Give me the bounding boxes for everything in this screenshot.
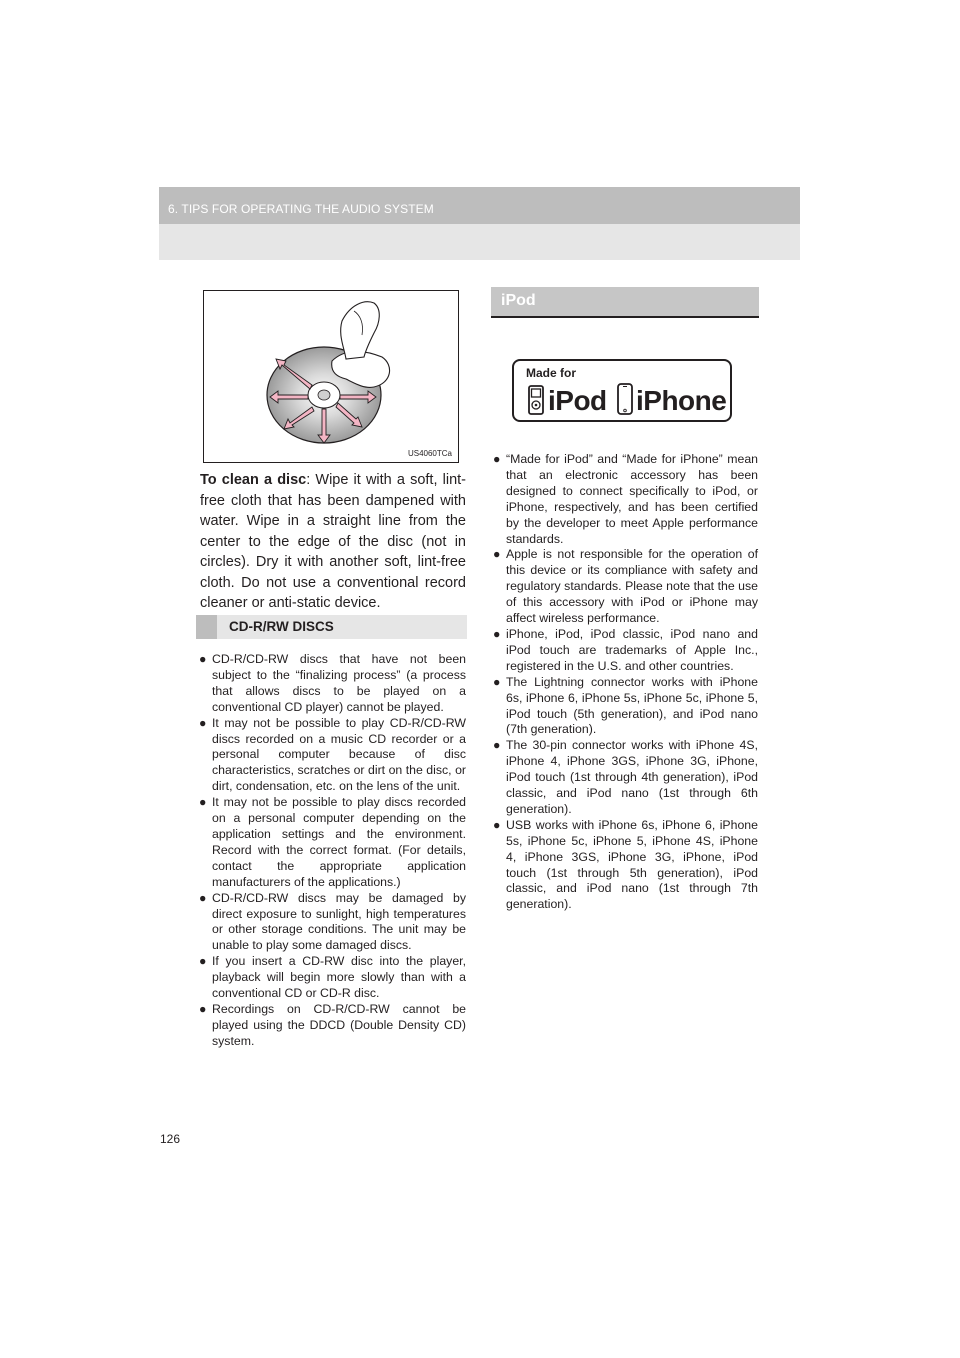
bullet-icon: ● [493, 452, 501, 466]
ipod-device-icon [528, 385, 544, 415]
made-for-ipod-iphone-badge [512, 359, 732, 422]
ipod-heading [491, 287, 759, 318]
bullet-icon: ● [493, 626, 501, 641]
list-item: ● The 30-pin connector works with iPhone 4S, iPhone 4, iPhone 3GS, iPhone 3G, iPhone, iPod touch (1st through 4th generation), iPod classic, and iPod nano (1st through 6th generation). [493, 738, 758, 816]
page-number: 126 [160, 1132, 181, 1146]
list-item: ● Apple is not responsible for the operation of this device or its compliance with safety and regulatory standards. Please note that the use of this accessory with iPod or iPhone may affect wireless performance. [493, 547, 758, 626]
cd-rw-bullet-list [199, 652, 466, 1050]
list-item: ● iPhone, iPod, iPod classic, iPod nano and iPod touch are trademarks of Apple Inc., registered in the U.S. and other countries. [493, 626, 758, 673]
bullet-icon: ● [493, 738, 501, 753]
cd-rw-heading [196, 615, 467, 639]
bullet-icon: ● [493, 674, 501, 689]
cleaning-lead: To clean a disc [200, 472, 307, 488]
bullet-icon: ● [493, 817, 501, 832]
disc-cleaning-illustration-icon [204, 291, 458, 462]
bullet-icon: ● [199, 954, 207, 969]
list-item: ● USB works with iPhone 6s, iPhone 6, iPhone 5s, iPhone 5c, iPhone 5, iPhone 4S, iPhone 4, iPhone 3GS, iPhone 3G, iPhone, iPod touch (1st through 5th generation), iPod classic, and iPod nano (1st through 7th generation). [493, 817, 758, 912]
list-item: ● CD-R/CD-RW discs that have not been subject to the “finalizing process” (a process that allows discs to be played on a conventional CD player) cannot be played. [199, 652, 466, 714]
list-item: ● Recordings on CD-R/CD-RW cannot be played using the DDCD (Double Density CD) system. [199, 1001, 466, 1048]
section-title: 6. TIPS FOR OPERATING THE AUDIO SYSTEM [168, 202, 434, 216]
list-item: ● The Lightning connector works with iPhone 6s, iPhone 6, iPhone 5s, iPhone 5c, iPhone 5, iPod touch (5th generation), and iPod nano (7th generation). [493, 674, 758, 737]
bullet-icon: ● [199, 795, 207, 810]
bullet-icon: ● [199, 715, 207, 730]
cleaning-paragraph [200, 470, 466, 614]
ipod-bullet-list [493, 452, 758, 913]
bullet-icon: ● [199, 652, 207, 666]
cd-rw-heading-label: CD-R/RW DISCS [229, 619, 334, 634]
cleaning-body: : Wipe it with a soft, lint-free cloth that has been dampened with water. Wipe in a straight line from the center to the edge of the disc (not in circles). Dry it with another soft, lint-free cloth. Do not use a conventional record cleaner or anti-static device. [200, 472, 466, 611]
bullet-icon: ● [493, 547, 501, 562]
figure-code: US4060TCa [407, 449, 452, 458]
list-item: ● It may not be possible to play CD-R/CD-RW discs recorded on a music CD recorder or a personal computer because of disc characteristics, scratches or dirt on the disc, or dirt, condensation, etc. on the lens of the unit. [199, 715, 466, 794]
badge-ipod: iPod [548, 385, 607, 416]
badge-made-for: Made for [526, 366, 577, 380]
list-item: ● If you insert a CD-RW disc into the player, playback will begin more slowly than with a conventional CD or CD-R disc. [199, 954, 466, 1001]
ipod-heading-label: iPod [501, 292, 536, 309]
list-item: ● CD-R/CD-RW discs may be damaged by direct exposure to sunlight, high temperatures or other storage conditions. The unit may be unable to play some damaged discs. [199, 890, 466, 953]
badge-iphone: iPhone [636, 385, 727, 416]
list-item: ● “Made for iPod” and “Made for iPhone” mean that an electronic accessory has been designed to connect specifically to iPod, or iPhone, respectively, and has been certified by the developer to meet Apple performance standards. [493, 452, 758, 546]
disc-cleaning-figure [203, 290, 459, 463]
bullet-icon: ● [199, 1001, 207, 1016]
iphone-device-icon [617, 383, 633, 415]
header-top-bar [159, 187, 800, 224]
header-band [159, 187, 800, 260]
bullet-icon: ● [199, 890, 207, 905]
heading-tab [196, 615, 217, 639]
list-item: ● It may not be possible to play discs recorded on a personal computer depending on the application settings and the environment. Record with the correct format. (For details, contact the appropriate application manufacturers of the applications.) [199, 795, 466, 889]
